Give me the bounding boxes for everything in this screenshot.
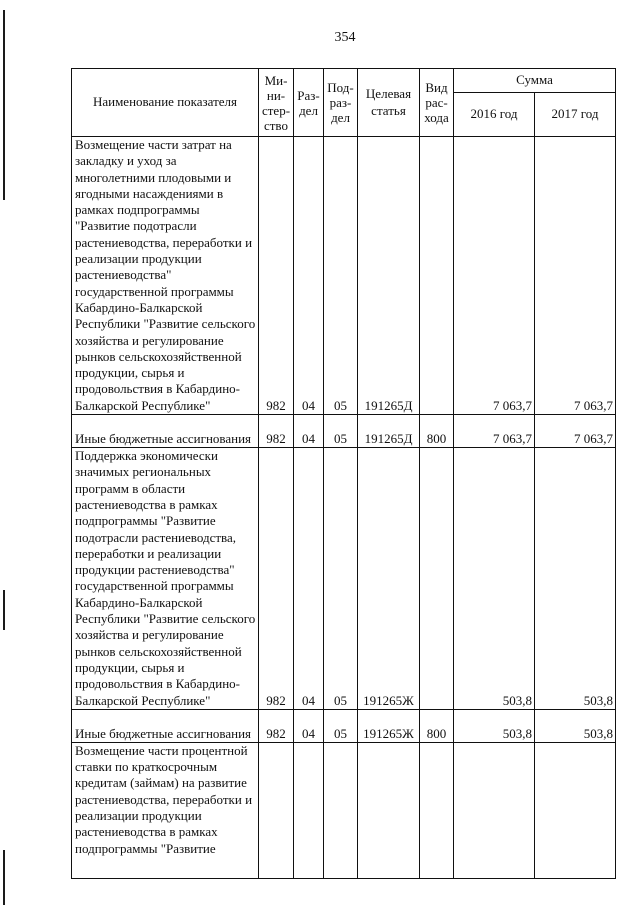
table-row bbox=[72, 742, 616, 878]
row-subsection: 05 bbox=[324, 137, 358, 415]
header-year-2016: 2016 год bbox=[454, 93, 535, 137]
header-name: Наименование показателя bbox=[72, 69, 259, 137]
row-target: 191265Ж bbox=[358, 709, 420, 742]
header-target-article: Целевая статья bbox=[358, 69, 420, 137]
row-sum-2017: 7 063,7 bbox=[535, 415, 616, 448]
row-ministry: 982 bbox=[259, 415, 294, 448]
row-sum-2016: 7 063,7 bbox=[454, 137, 535, 415]
row-sum-2017: 503,8 bbox=[535, 709, 616, 742]
table-row bbox=[72, 448, 616, 710]
row-subsection bbox=[324, 742, 358, 878]
row-name: Возмещение части затрат на закладку и уход за многолетними плодовыми и ягодными насаждениями в рамках подпрограммы "Развитие подотрасли растениеводства, переработки и реализации продукции растениеводства" государственной программы Кабардино-Балкарской Республики "Развитие сельского хозяйства и регулирование рынков сельскохозяйственной продукции, сырья и продовольствия в Кабардино-Балкарской Республике" bbox=[72, 137, 259, 415]
row-section: 04 bbox=[294, 137, 324, 415]
row-expense: 800 bbox=[420, 415, 454, 448]
table-row bbox=[72, 415, 616, 448]
row-name: Возмещение части процентной ставки по краткосрочным кредитам (займам) на развитие растениеводства, переработки и реализации продукции растениеводства в рамках подпрограммы "Развитие bbox=[72, 742, 259, 878]
row-section: 04 bbox=[294, 415, 324, 448]
row-section: 04 bbox=[294, 448, 324, 710]
row-section bbox=[294, 742, 324, 878]
budget-table bbox=[71, 68, 616, 879]
header-subsection: Под-раз-дел bbox=[324, 69, 358, 137]
row-sum-2016: 7 063,7 bbox=[454, 415, 535, 448]
row-section: 04 bbox=[294, 709, 324, 742]
header-section: Раз-дел bbox=[294, 69, 324, 137]
scan-artifact-line bbox=[3, 590, 5, 630]
row-name: Иные бюджетные ассигнования bbox=[72, 415, 259, 448]
table-row bbox=[72, 137, 616, 415]
row-ministry: 982 bbox=[259, 137, 294, 415]
row-expense: 800 bbox=[420, 709, 454, 742]
scan-artifact-line bbox=[3, 850, 5, 905]
row-subsection: 05 bbox=[324, 448, 358, 710]
row-name: Иные бюджетные ассигнования bbox=[72, 709, 259, 742]
row-target: 191265Д bbox=[358, 415, 420, 448]
row-subsection: 05 bbox=[324, 709, 358, 742]
row-ministry: 982 bbox=[259, 448, 294, 710]
row-name: Поддержка экономически значимых региональных программ в области растениеводства в рамках подпрограммы "Развитие подотрасли растениеводства, переработки и реализации продукции растениеводства" государственной программы Кабардино-Балкарской Республики "Развитие сельского хозяйства и регулирование рынков сельскохозяйственной продукции, сырья и продовольствия в Кабардино-Балкарской Республике" bbox=[72, 448, 259, 710]
table-row bbox=[72, 709, 616, 742]
header-row-top bbox=[72, 69, 616, 93]
row-ministry: 982 bbox=[259, 709, 294, 742]
header-year-2017: 2017 год bbox=[535, 93, 616, 137]
row-sum-2017: 7 063,7 bbox=[535, 137, 616, 415]
row-target: 191265Д bbox=[358, 137, 420, 415]
row-expense bbox=[420, 137, 454, 415]
header-expense-type: Вид рас-хода bbox=[420, 69, 454, 137]
row-target bbox=[358, 742, 420, 878]
row-sum-2016 bbox=[454, 742, 535, 878]
page-number: 354 bbox=[334, 30, 356, 45]
row-expense bbox=[420, 448, 454, 710]
row-sum-2016: 503,8 bbox=[454, 448, 535, 710]
row-sum-2017 bbox=[535, 742, 616, 878]
row-subsection: 05 bbox=[324, 415, 358, 448]
header-sum: Сумма bbox=[454, 69, 616, 93]
row-expense bbox=[420, 742, 454, 878]
row-ministry bbox=[259, 742, 294, 878]
row-target: 191265Ж bbox=[358, 448, 420, 710]
header-ministry: Ми-ни-стер-ство bbox=[259, 69, 294, 137]
row-sum-2016: 503,8 bbox=[454, 709, 535, 742]
row-sum-2017: 503,8 bbox=[535, 448, 616, 710]
